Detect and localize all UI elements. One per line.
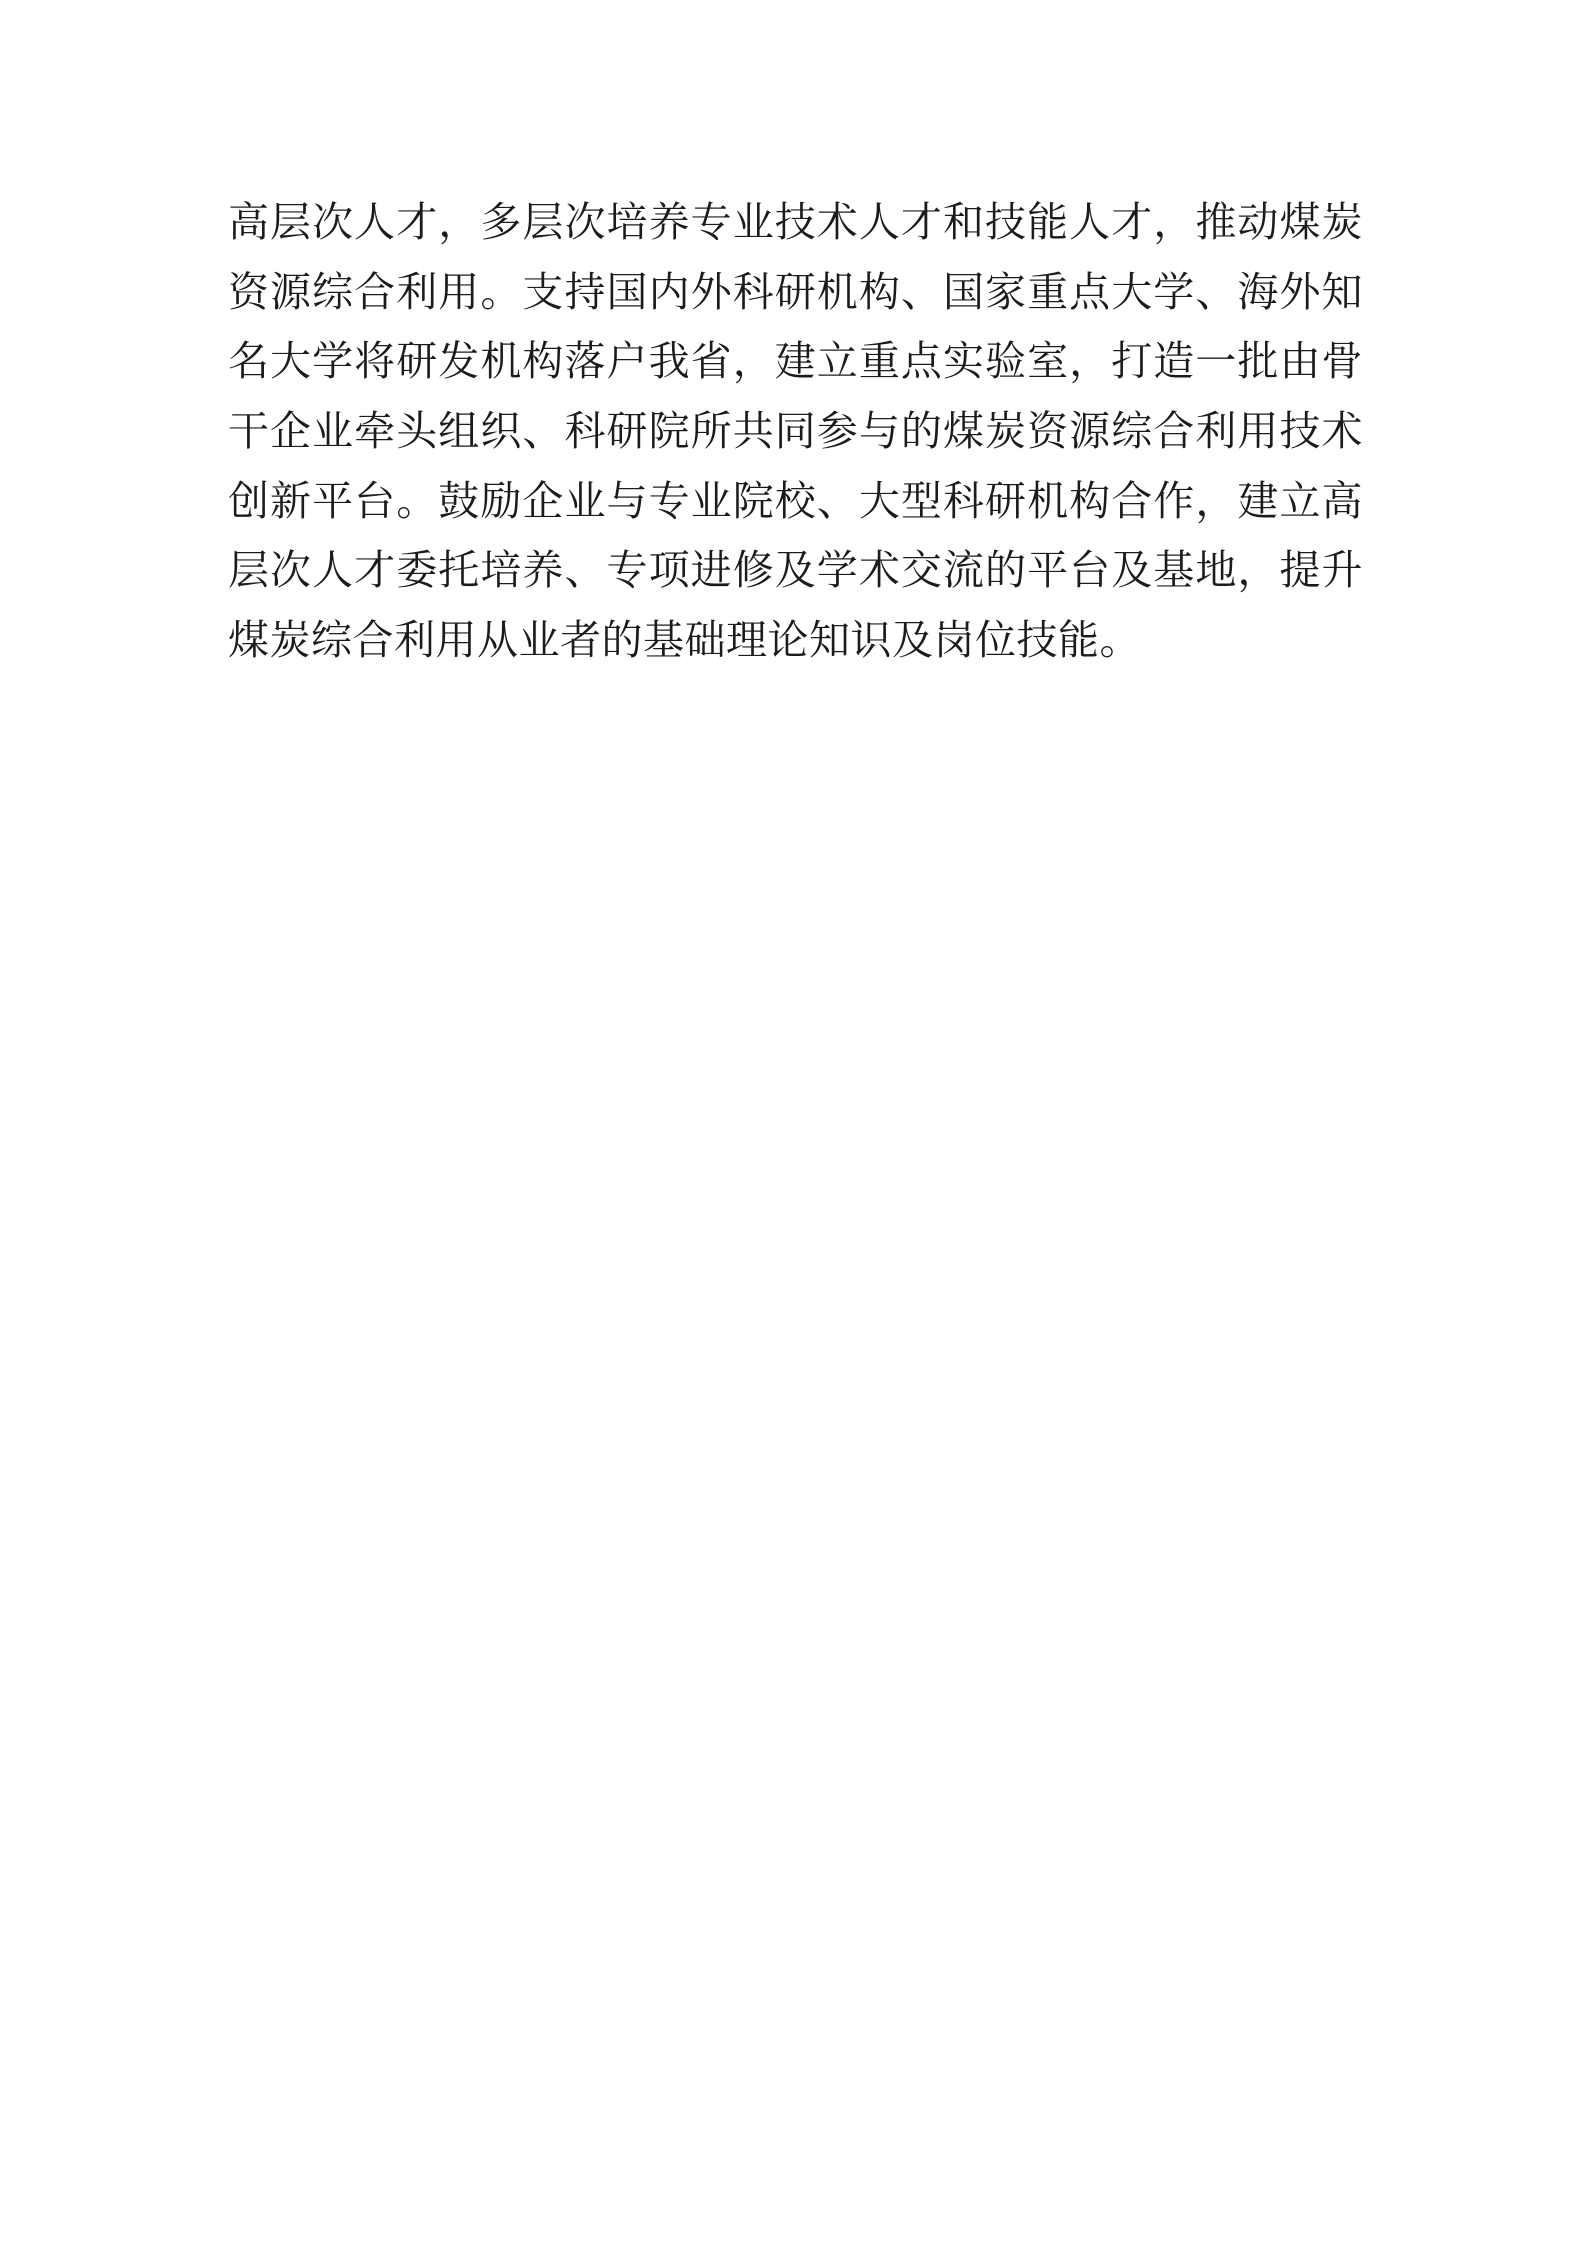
body-paragraph: 高层次人才，多层次培养专业技术人才和技能人才，推动煤炭资源综合利用。支持国内外科研机构、国家重点大学、海外知名大学将研发机构落户我省，建立重点实验室，打造一批由骨干企业牵头组织、科研院所共同参与的煤炭资源综合利用技术创新平台。鼓励企业与专业院校、大型科研机构合作，建立高层次人才委托培养、专项进修及学术交流的平台及基地，提升煤炭综合利用从业者的基础理论知识及岗位技能。 — [228, 198, 1363, 665]
document-text-block — [228, 188, 1363, 676]
